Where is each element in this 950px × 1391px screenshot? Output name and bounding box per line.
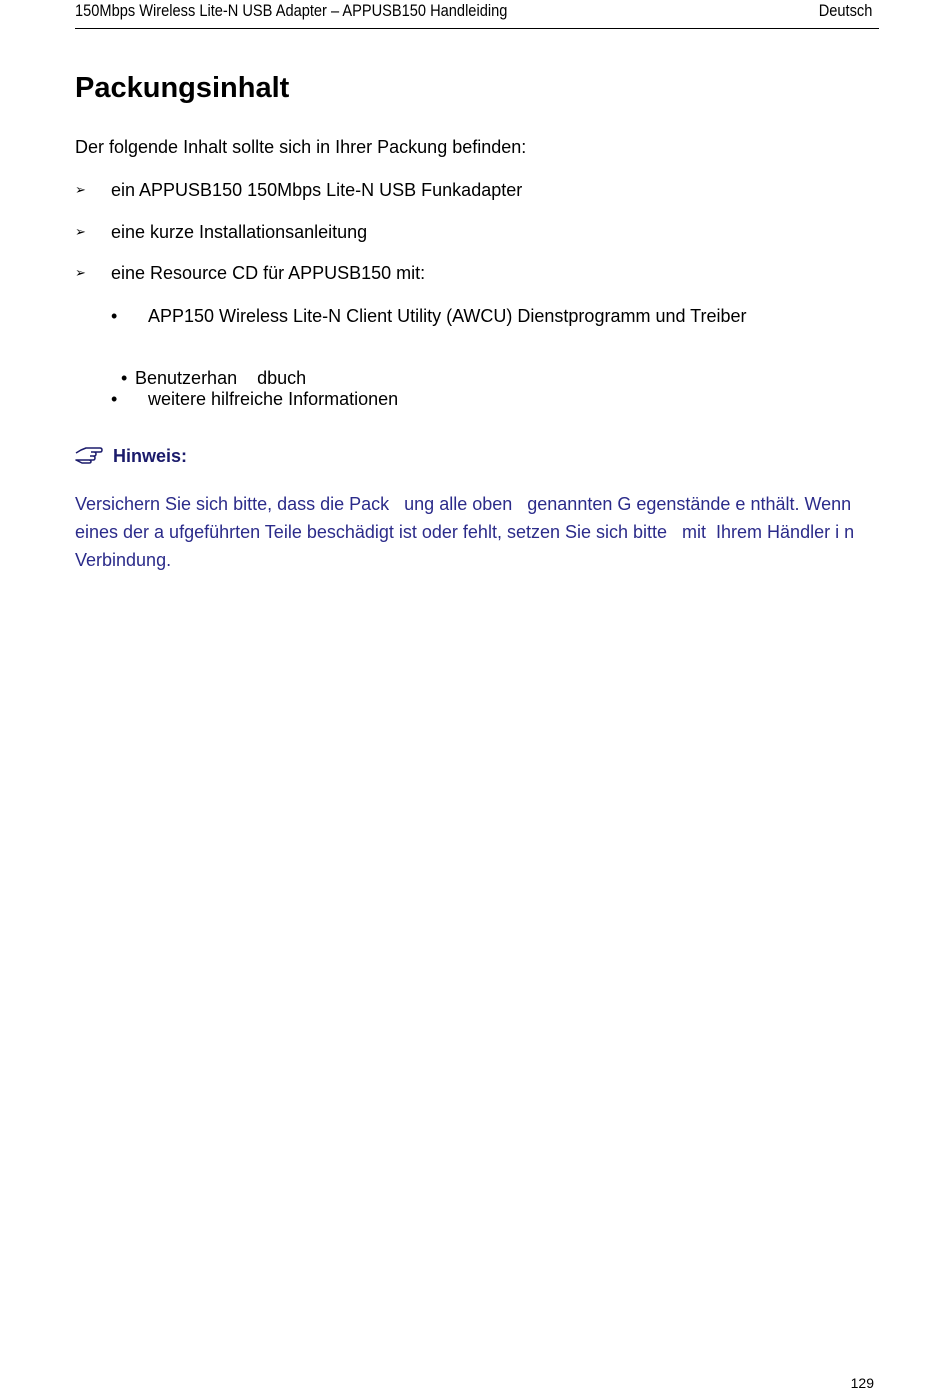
pointing-hand-icon xyxy=(75,444,103,464)
sub-list-item-text: APP150 Wireless Lite-N Client Utility (AWCU) Dienstprogramm und Treiber xyxy=(148,306,747,326)
list-item-text: ein APPUSB150 150Mbps Lite-N USB Funkadapter xyxy=(111,180,523,200)
intro-text: Der folgende Inhalt sollte sich in Ihrer Packung befinden: xyxy=(75,137,527,157)
arrow-bullet-icon: ➢ xyxy=(75,265,86,280)
sub-list-item xyxy=(111,347,306,389)
arrow-bullet-icon: ➢ xyxy=(75,182,86,197)
section-title: Packungsinhalt xyxy=(75,72,290,104)
list-item xyxy=(75,222,367,243)
list-item-text: eine kurze Installationsanleitung xyxy=(111,222,368,242)
bullet-icon: • xyxy=(111,306,118,326)
note-label: Hinweis: xyxy=(113,446,188,466)
note-heading xyxy=(75,444,187,472)
note-text: Versichern Sie sich bitte, dass die Pack ung alle oben genannten G egenstände e nthält. Wenn eines der a ufgeführten Teile beschädigt ist oder fehlt, setzen Sie sich bitte mit Ihrem Händler i n Verbindung. xyxy=(75,494,860,570)
page-header xyxy=(75,0,879,29)
bullet-icon: • xyxy=(111,389,118,409)
list-item-text: eine Resource CD für APPUSB150 mit: xyxy=(111,263,426,283)
sub-list-item-text: weitere hilfreiche Informationen xyxy=(148,389,399,409)
sub-list-item-text: Benutzerhan dbuch xyxy=(135,368,307,388)
header-title: 150Mbps Wireless Lite-N USB Adapter – APPUSB150 Handleiding xyxy=(75,1,508,20)
list-item xyxy=(75,180,522,201)
sub-list-item xyxy=(111,306,747,327)
header-language: Deutsch xyxy=(818,1,872,20)
bullet-icon: • xyxy=(121,368,128,388)
sub-list-item xyxy=(111,389,398,410)
list-item xyxy=(75,263,425,284)
page-number: 129 xyxy=(850,1375,874,1391)
arrow-bullet-icon: ➢ xyxy=(75,224,86,239)
